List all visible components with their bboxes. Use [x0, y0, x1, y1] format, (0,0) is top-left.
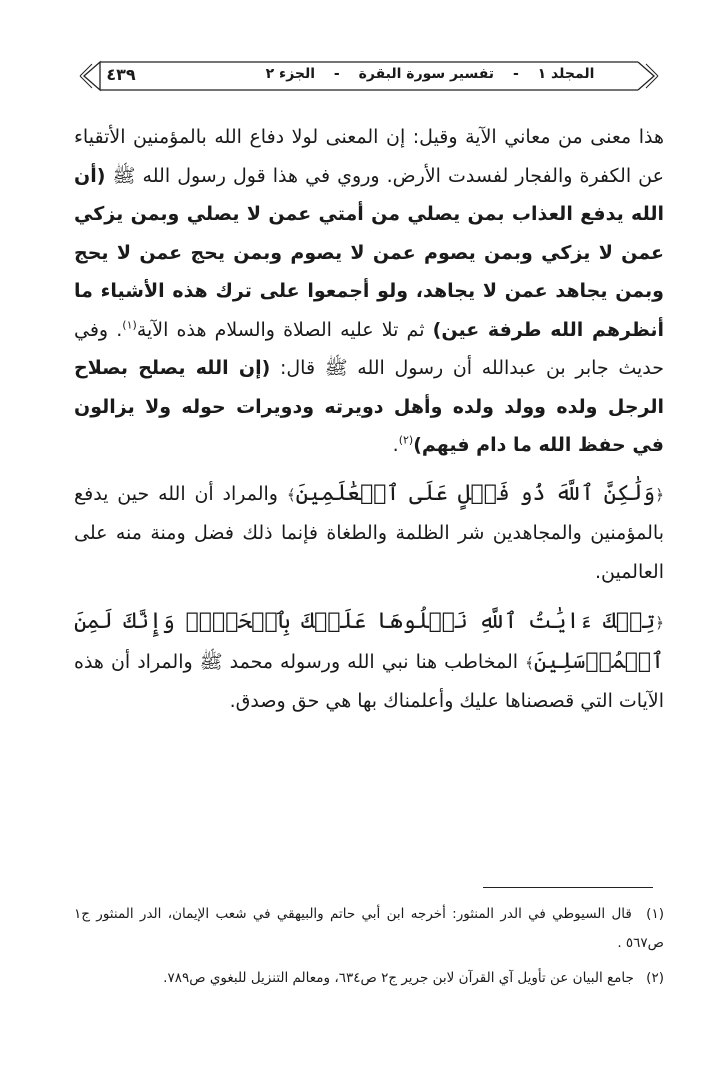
- running-header: [78, 54, 660, 98]
- book-title: تفسير سورة البقرة: [358, 66, 495, 82]
- footnote-ref[interactable]: (١): [122, 318, 137, 332]
- main-text: [74, 118, 664, 721]
- text-span: ثم تلا عليه الصلاة والسلام هذه الآية: [136, 318, 425, 341]
- quran-verse: تِلۡكَ ءَايَٰتُ ٱللَّهِ نَتۡلُوهَا عَلَيۡكَ بِٱلۡحَقِّۚ وَإِنَّكَ لَمِنَ ٱلۡمُرۡسَلِينَ: [74, 609, 665, 674]
- quran-verse: وَلَٰكِنَّ ٱللَّهَ ذُو فَضۡلٍ عَلَى ٱلۡعَٰلَمِينَ: [295, 480, 656, 506]
- quran-close-ornament: ﴾: [286, 485, 296, 504]
- footnotes: [74, 900, 664, 999]
- page-number: ٤٣٩: [106, 65, 136, 84]
- quran-open-ornament: ﴿: [655, 485, 664, 504]
- part-label: الجزء ٢: [265, 66, 316, 82]
- quran-open-ornament: ﴿: [655, 614, 664, 632]
- header-title: [260, 66, 600, 82]
- text-span: . وفي حديث جابر بن عبدالله أن رسول الله ﷺ قال:: [74, 318, 664, 379]
- text-span: .: [392, 434, 399, 456]
- text-span: المخاطب هنا نبي الله ورسوله محمد ﷺ والمراد أن هذه الآيات التي قصصناها عليك وأعلمناك بها هي حق وصدق.: [74, 650, 664, 712]
- text-span: هذا معنى من معاني الآية وقيل: إن المعنى لولا دفاع الله بالمؤمنين الأتقياء عن الكفرة والفجار لفسدت الأرض. وروي في هذا قول رسول الله ﷺ: [74, 126, 664, 187]
- footnote: [74, 900, 664, 958]
- footnote: [74, 964, 664, 993]
- footnote-divider: [483, 887, 653, 888]
- text-span: والمراد أن الله حين يدفع بالمؤمنين والمجاهدين شر الظلمة والطغاة فإنما ذلك فضل ومنة منه على العالمين.: [74, 482, 664, 583]
- header-separator: -: [512, 66, 519, 82]
- footnote-text: جامع البيان عن تأويل آي القرآن لابن جرير ج٢ ص٦٣٤، ومعالم التنزيل للبغوي ص٧٨٩.: [163, 970, 634, 986]
- footnote-text: قال السيوطي في الدر المنثور: أخرجه ابن أبي حاتم والبيهقي في شعب الإيمان، الدر المنثور ج١ ص٥٦٧ .: [74, 906, 664, 951]
- footnote-number: (١): [646, 906, 664, 922]
- quran-close-ornament: ﴾: [525, 653, 534, 672]
- hadith-quote: (إن الله يصلح بصلاح الرجل ولده وولد ولده وأهل دويرته ودويرات حوله ولا يزالون في حفظ الله ما دام فيهم): [74, 357, 664, 456]
- paragraph: [74, 475, 664, 592]
- footnote-number: (٢): [646, 970, 664, 986]
- hadith-quote: (أن الله يدفع العذاب بمن يصلي من أمتي عمن لا يصلي وبمن يزكي عمن لا يزكي وبمن يصوم عمن لا يصوم وبمن يحج عمن لا يحج وبمن يجاهد عمن لا يجاهد، ولو أجمعوا على ترك هذه الأشياء ما أنظرهم الله طرفة عين): [74, 164, 665, 341]
- paragraph: [74, 118, 664, 465]
- paragraph: [74, 603, 664, 721]
- volume-label: المجلد ١: [537, 66, 595, 82]
- header-separator: -: [333, 66, 340, 82]
- footnote-ref[interactable]: (٢): [398, 433, 414, 447]
